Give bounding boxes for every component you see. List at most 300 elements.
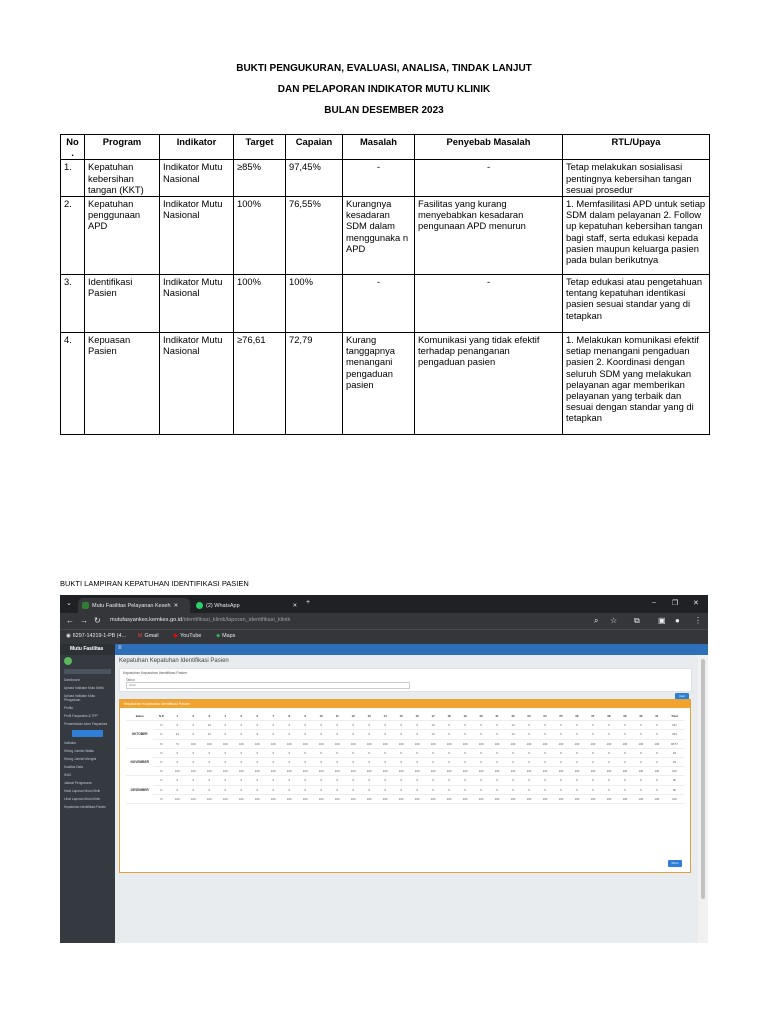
value-cell: 6: [617, 721, 633, 730]
value-cell: 100: [281, 739, 297, 748]
value-cell: 100: [249, 767, 265, 776]
compliance-col-header: 26: [569, 712, 585, 721]
sidebar-item-waktu[interactable]: Hitung Jumlah Waktu: [64, 749, 95, 753]
sidebar-item-profile[interactable]: Profile: [64, 706, 74, 710]
compliance-col-header: 21: [489, 712, 505, 721]
value-cell: 6: [265, 785, 281, 794]
maps-icon: ◆: [216, 633, 221, 639]
value-cell: 100: [265, 767, 281, 776]
submit-button[interactable]: Kirim: [668, 860, 682, 867]
value-cell: 6: [345, 721, 361, 730]
value-cell: 6: [377, 721, 393, 730]
value-cell: 100: [393, 739, 409, 748]
sidebar-item-kepatuhan[interactable]: Kepatuhan Identifikasi Pasien: [64, 805, 106, 809]
value-cell: 6: [617, 730, 633, 739]
search-button[interactable]: Cari: [675, 693, 689, 700]
value-cell: 6: [313, 776, 329, 785]
col-masalah: Masalah: [343, 135, 415, 160]
profile-icon[interactable]: ●: [675, 616, 680, 625]
value-cell: 6: [329, 776, 345, 785]
value-cell: 6: [281, 757, 297, 766]
cell-indikator: Indikator Mutu Nasional: [160, 160, 234, 197]
sidebar-item-profil-fasyankes[interactable]: Profil Fasyankes & TPP: [64, 714, 98, 718]
compliance-card-title: Kepatuhan Kepatuhan Identifikasi Pasien: [120, 700, 690, 708]
compliance-col-header: 29: [617, 712, 633, 721]
cell-indikator: Indikator Mutu Nasional: [160, 275, 234, 333]
reload-icon[interactable]: ↻: [94, 616, 101, 625]
cell-indikator: Indikator Mutu Nasional: [160, 197, 234, 275]
value-cell: 6: [265, 748, 281, 757]
value-cell: 100: [169, 794, 185, 803]
zoom-icon[interactable]: ⌕: [594, 616, 599, 625]
compliance-col-header: 1: [169, 712, 185, 721]
compliance-col-header: 27: [585, 712, 601, 721]
cell-target: 100%: [234, 275, 286, 333]
value-cell: 100: [281, 767, 297, 776]
value-cell: 9: [169, 721, 185, 730]
value-cell: 6: [393, 730, 409, 739]
sidebar-item-akun[interactable]: Penambahan Akun Fasyankes: [64, 722, 108, 726]
compliance-col-header: 22: [505, 712, 521, 721]
value-cell: 6: [361, 757, 377, 766]
bookmark-maps[interactable]: [216, 633, 235, 639]
cell-masalah: -: [343, 160, 415, 197]
value-cell: 100: [169, 767, 185, 776]
value-cell: 6: [585, 748, 601, 757]
value-cell: 6: [601, 776, 617, 785]
value-cell: %: [153, 739, 169, 748]
value-cell: 100: [217, 739, 233, 748]
value-cell: 100: [473, 739, 489, 748]
value-cell: 13: [505, 721, 521, 730]
value-cell: 6: [441, 757, 457, 766]
value-cell: 6: [409, 721, 425, 730]
value-cell: 6: [345, 748, 361, 757]
sidebar-item-kualitas[interactable]: Kualitas Data: [64, 765, 83, 769]
value-cell: 6: [649, 721, 665, 730]
value-cell: 100: [569, 794, 585, 803]
value-cell: 93: [665, 757, 684, 766]
month-cell: DESEMBER: [126, 776, 153, 804]
indicator-table: [60, 134, 710, 435]
table-row: [126, 767, 684, 776]
year-select[interactable]: 2023: [126, 682, 410, 689]
compliance-col-header: 12: [345, 712, 361, 721]
value-cell: 6: [505, 757, 521, 766]
value-cell: 6: [441, 785, 457, 794]
value-cell: 6: [249, 776, 265, 785]
value-cell: 100: [649, 739, 665, 748]
cell-capaian: 97,45%: [286, 160, 343, 197]
value-cell: 100: [489, 767, 505, 776]
value-cell: 6: [185, 757, 201, 766]
value-cell: 6: [377, 748, 393, 757]
cell-program: Kepuasan Pasien: [85, 333, 160, 435]
value-cell: 100: [425, 794, 441, 803]
value-cell: 100: [441, 794, 457, 803]
sidebar-item-mengisi[interactable]: Hitung Jumlah Mengisi: [64, 757, 97, 761]
compliance-col-header: 2: [185, 712, 201, 721]
tab-whatsapp[interactable]: [192, 598, 302, 613]
value-cell: N: [153, 721, 169, 730]
value-cell: 13: [201, 730, 217, 739]
value-cell: 98,57: [665, 739, 684, 748]
value-cell: 6: [489, 776, 505, 785]
value-cell: 6: [633, 776, 649, 785]
attachment-caption: BUKTI LAMPIRAN KEPATUHAN IDENTIFIKASI PASIEN: [60, 579, 249, 588]
bookmark-gmail[interactable]: [138, 633, 159, 639]
sidebar-item-indikator[interactable]: Indikator: [64, 741, 77, 745]
value-cell: 6: [457, 776, 473, 785]
value-cell: 13: [505, 730, 521, 739]
cell-penyebab: -: [415, 275, 563, 333]
value-cell: 6: [361, 721, 377, 730]
bookmark-label: 6297-14219-1-PB (4...: [72, 633, 127, 639]
value-cell: 6: [281, 776, 297, 785]
value-cell: 96: [665, 776, 684, 785]
app-header: [115, 644, 708, 655]
table-row: [61, 160, 710, 197]
value-cell: 6: [553, 730, 569, 739]
sidebar-item-lihat[interactable]: Lihat Laporan Mutu Klinik: [64, 797, 100, 801]
compliance-col-header: 7: [265, 712, 281, 721]
filter-label: Tahun: [126, 678, 135, 682]
value-cell: 100: [425, 739, 441, 748]
tab-search-icon[interactable]: ⌄: [66, 600, 72, 607]
compliance-col-header: 20: [473, 712, 489, 721]
value-cell: 6: [217, 721, 233, 730]
url-path: /identifikasi_klinik/laporan_identifikasi_klinik: [182, 617, 291, 623]
mutu-favicon-icon: [82, 602, 89, 609]
value-cell: 6: [537, 776, 553, 785]
value-cell: 6: [425, 748, 441, 757]
sidebar-button[interactable]: [72, 730, 103, 737]
table-row: [61, 333, 710, 435]
minimize-icon[interactable]: –: [652, 599, 656, 606]
cell-target: 100%: [234, 197, 286, 275]
value-cell: 6: [633, 748, 649, 757]
value-cell: 100: [585, 794, 601, 803]
value-cell: 6: [377, 776, 393, 785]
scrollbar[interactable]: [698, 655, 708, 943]
value-cell: 100: [569, 767, 585, 776]
value-cell: 6: [649, 748, 665, 757]
value-cell: 100: [489, 739, 505, 748]
value-cell: 6: [553, 721, 569, 730]
value-cell: 6: [457, 757, 473, 766]
value-cell: 6: [633, 785, 649, 794]
value-cell: 6: [201, 785, 217, 794]
value-cell: 100: [665, 767, 684, 776]
bookmark-1[interactable]: [66, 633, 126, 639]
value-cell: 6: [249, 757, 265, 766]
sidebar-item-ikas[interactable]: IKAS: [64, 773, 72, 777]
value-cell: 100: [345, 794, 361, 803]
value-cell: 100: [505, 794, 521, 803]
value-cell: 6: [521, 730, 537, 739]
value-cell: 6: [281, 730, 297, 739]
value-cell: 100: [505, 739, 521, 748]
value-cell: 100: [521, 767, 537, 776]
month-cell: OKTOBER: [126, 721, 153, 749]
compliance-col-header: 23: [521, 712, 537, 721]
value-cell: 100: [233, 794, 249, 803]
bookmark-label: Maps: [222, 633, 236, 639]
value-cell: 6: [425, 776, 441, 785]
value-cell: 6: [249, 748, 265, 757]
value-cell: 100: [441, 767, 457, 776]
value-cell: 100: [601, 767, 617, 776]
value-cell: 6: [297, 757, 313, 766]
cell-penyebab: Fasilitas yang kurang menyebabkan kesadaran pengunaan APD menurun: [415, 197, 563, 275]
value-cell: 6: [377, 785, 393, 794]
value-cell: 6: [505, 785, 521, 794]
cell-rtl: 1. Melakukan komunikasi efektif setiap menangani pengaduan pasien 2. Koordinasi dengan seluruh SDM yang melakukan pelayanan agar memberikan pelayanan yang terbaik dan sesuai dengan standar yang di tetapkan: [563, 333, 710, 435]
value-cell: %: [153, 794, 169, 803]
value-cell: 6: [617, 757, 633, 766]
url-field[interactable]: [110, 615, 530, 626]
app-brand: Mutu Fasilitas: [60, 644, 115, 655]
menu-icon[interactable]: ⋮: [694, 616, 702, 625]
value-cell: 100: [457, 767, 473, 776]
browser-screenshot: [60, 595, 708, 943]
month-cell: NOVEMBER: [126, 748, 153, 776]
sidebar-item-upload-klinik[interactable]: Upload Indikator Mutu Klinik: [64, 686, 104, 690]
value-cell: 6: [217, 730, 233, 739]
sidebar-item-jadwal[interactable]: Jadwal Pengukuran: [64, 781, 92, 785]
compliance-col-header: 5: [233, 712, 249, 721]
gmail-icon: M: [138, 633, 143, 639]
value-cell: 100: [345, 739, 361, 748]
value-cell: 6: [441, 721, 457, 730]
cell-program: Identifikasi Pasien: [85, 275, 160, 333]
value-cell: 6: [297, 785, 313, 794]
cell-rtl: Tetap edukasi atau pengetahuan tentang kepatuhan identikasi pasien sesuai standar yang di tetapkan: [563, 275, 710, 333]
value-cell: 197: [665, 721, 684, 730]
sidepanel-icon[interactable]: ▣: [658, 616, 666, 625]
value-cell: 6: [281, 748, 297, 757]
sidebar-item-dashboard[interactable]: Dashboard: [64, 678, 80, 682]
value-cell: 6: [265, 776, 281, 785]
value-cell: 100: [329, 739, 345, 748]
compliance-col-header: Bulan: [126, 712, 153, 721]
compliance-col-header: 19: [457, 712, 473, 721]
value-cell: 6: [521, 776, 537, 785]
value-cell: 100: [297, 794, 313, 803]
value-cell: 6: [649, 776, 665, 785]
table-row: [61, 275, 710, 333]
value-cell: 6: [233, 721, 249, 730]
value-cell: 93: [665, 748, 684, 757]
tab-mutu[interactable]: [78, 598, 190, 613]
col-indikator: Indikator: [160, 135, 234, 160]
value-cell: 100: [457, 794, 473, 803]
table-row: [126, 748, 684, 757]
value-cell: 100: [617, 794, 633, 803]
value-cell: 6: [233, 748, 249, 757]
value-cell: 6: [601, 757, 617, 766]
value-cell: 100: [393, 767, 409, 776]
compliance-col-header: 28: [601, 712, 617, 721]
value-cell: 96: [665, 785, 684, 794]
value-cell: 6: [377, 757, 393, 766]
value-cell: 6: [553, 748, 569, 757]
cell-capaian: 76,55%: [286, 197, 343, 275]
value-cell: 6: [617, 776, 633, 785]
value-cell: D: [153, 730, 169, 739]
value-cell: 204: [665, 730, 684, 739]
value-cell: 6: [473, 785, 489, 794]
compliance-col-header: 30: [633, 712, 649, 721]
value-cell: 100: [457, 739, 473, 748]
cell-masalah: -: [343, 275, 415, 333]
value-cell: 100: [473, 767, 489, 776]
value-cell: 100: [345, 767, 361, 776]
value-cell: 100: [201, 739, 217, 748]
value-cell: 13: [425, 721, 441, 730]
cell-rtl: Tetap melakukan sosialisasi pentingnya kebersihan tangan sesuai prosedur: [563, 160, 710, 197]
user-panel: [60, 655, 115, 667]
value-cell: 6: [473, 776, 489, 785]
value-cell: 6: [265, 730, 281, 739]
bookmark-label: YouTube: [180, 633, 202, 639]
value-cell: 6: [409, 757, 425, 766]
close-window-icon[interactable]: ✕: [693, 600, 699, 607]
compliance-col-header: Total: [665, 712, 684, 721]
forward-icon[interactable]: →: [80, 616, 88, 625]
value-cell: 6: [201, 776, 217, 785]
value-cell: 6: [649, 757, 665, 766]
table-row: [126, 785, 684, 794]
value-cell: 6: [537, 785, 553, 794]
logo-icon: [64, 657, 72, 665]
value-cell: 6: [313, 748, 329, 757]
value-cell: 6: [345, 785, 361, 794]
star-icon[interactable]: ☆: [610, 616, 618, 625]
value-cell: 100: [633, 767, 649, 776]
value-cell: 100: [185, 794, 201, 803]
value-cell: 100: [585, 739, 601, 748]
compliance-table: [126, 712, 684, 804]
compliance-col-header: 25: [553, 712, 569, 721]
value-cell: 6: [329, 785, 345, 794]
value-cell: 6: [505, 776, 521, 785]
hamburger-icon[interactable]: ≡: [118, 645, 122, 651]
value-cell: 6: [553, 785, 569, 794]
value-cell: 6: [393, 776, 409, 785]
value-cell: 6: [233, 757, 249, 766]
value-cell: 6: [457, 721, 473, 730]
value-cell: 100: [249, 739, 265, 748]
cell-program: Kepatuhan kebersihan tangan (KKT): [85, 160, 160, 197]
value-cell: %: [153, 767, 169, 776]
sidebar-search[interactable]: [64, 669, 111, 674]
value-cell: 6: [521, 748, 537, 757]
cell-no: 1.: [61, 160, 85, 197]
extensions-icon[interactable]: ⧉: [634, 616, 640, 625]
value-cell: 100: [201, 767, 217, 776]
bookmark-youtube[interactable]: [174, 633, 201, 639]
value-cell: 100: [537, 767, 553, 776]
value-cell: 6: [617, 785, 633, 794]
value-cell: 6: [185, 730, 201, 739]
compliance-col-header: 24: [537, 712, 553, 721]
table-row: [126, 739, 684, 748]
close-icon[interactable]: ✕: [173, 602, 179, 609]
cell-no: 4.: [61, 333, 85, 435]
close-icon[interactable]: ✕: [292, 602, 298, 609]
value-cell: 6: [361, 776, 377, 785]
value-cell: D: [153, 757, 169, 766]
value-cell: 6: [297, 730, 313, 739]
compliance-col-header: 11: [329, 712, 345, 721]
compliance-col-header: 14: [377, 712, 393, 721]
value-cell: N: [153, 748, 169, 757]
restore-icon[interactable]: ❐: [672, 600, 679, 607]
value-cell: 6: [409, 785, 425, 794]
value-cell: 100: [393, 794, 409, 803]
table-header-row: [61, 135, 710, 160]
compliance-header-row: [126, 712, 684, 721]
compliance-col-header: 16: [409, 712, 425, 721]
value-cell: 6: [297, 748, 313, 757]
new-tab-icon[interactable]: +: [306, 599, 311, 606]
value-cell: 6: [281, 721, 297, 730]
compliance-col-header: 15: [393, 712, 409, 721]
sidebar-item-hasil[interactable]: Hasil Laporan Mutu Klinik: [64, 789, 101, 793]
value-cell: 13: [201, 721, 217, 730]
col-program: Program: [85, 135, 160, 160]
value-cell: 6: [473, 721, 489, 730]
bookmark-label: Gmail: [144, 633, 159, 639]
value-cell: 100: [425, 767, 441, 776]
value-cell: 6: [473, 748, 489, 757]
value-cell: 6: [489, 721, 505, 730]
value-cell: 6: [521, 757, 537, 766]
value-cell: 6: [169, 757, 185, 766]
scrollbar-thumb[interactable]: [701, 659, 705, 899]
value-cell: 100: [361, 794, 377, 803]
value-cell: 100: [617, 739, 633, 748]
value-cell: 6: [425, 785, 441, 794]
value-cell: 100: [297, 739, 313, 748]
value-cell: 6: [393, 785, 409, 794]
value-cell: 100: [361, 767, 377, 776]
address-bar: [60, 613, 708, 629]
url-host: mutufasyankes.kemkes.go.id: [110, 617, 183, 623]
app-content: [115, 655, 698, 943]
value-cell: 100: [329, 767, 345, 776]
value-cell: 100: [377, 794, 393, 803]
value-cell: 6: [233, 785, 249, 794]
value-cell: 6: [233, 730, 249, 739]
sidebar-item-upload-pengaduan[interactable]: Upload Indikator Mutu Pengaduan: [64, 694, 96, 702]
document-title: [0, 58, 768, 121]
back-icon[interactable]: ←: [66, 616, 74, 625]
compliance-col-header: N D: [153, 712, 169, 721]
value-cell: 100: [649, 794, 665, 803]
value-cell: 100: [537, 794, 553, 803]
cell-indikator: Indikator Mutu Nasional: [160, 333, 234, 435]
value-cell: 100: [185, 739, 201, 748]
value-cell: 100: [649, 767, 665, 776]
tab-mutu-label: Mutu Fasilitas Pelayanan Keseh: [92, 602, 171, 609]
cell-no: 2.: [61, 197, 85, 275]
value-cell: 100: [521, 739, 537, 748]
value-cell: 6: [633, 730, 649, 739]
value-cell: 6: [569, 785, 585, 794]
value-cell: 6: [649, 730, 665, 739]
